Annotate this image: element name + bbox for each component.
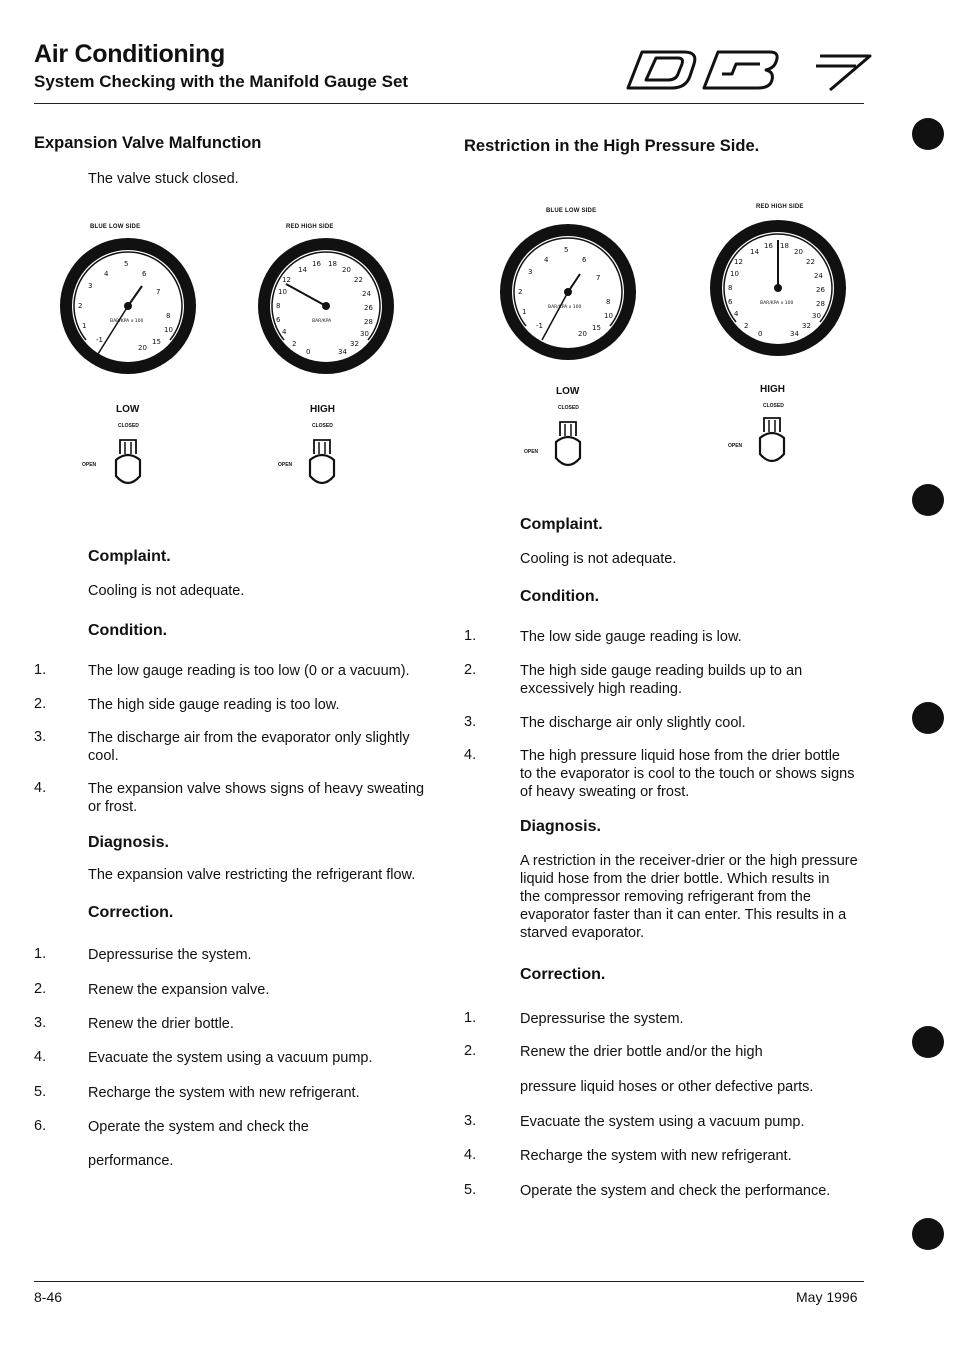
correction-item: Evacuate the system using a vacuum pump. bbox=[88, 1050, 373, 1066]
diagnosis-heading: Diagnosis. bbox=[520, 818, 601, 835]
svg-text:32: 32 bbox=[350, 340, 359, 348]
valve-closed-label: CLOSED bbox=[118, 423, 139, 429]
binder-hole-icon bbox=[912, 118, 944, 150]
svg-text:10: 10 bbox=[278, 288, 287, 296]
correction-heading: Correction. bbox=[88, 904, 174, 921]
page-number: 8-46 bbox=[34, 1289, 63, 1305]
svg-text:10: 10 bbox=[604, 312, 613, 320]
svg-text:34: 34 bbox=[790, 330, 799, 338]
low-side-label: BLUE LOW SIDE bbox=[546, 208, 597, 214]
correction-item: Depressurise the system. bbox=[88, 947, 252, 963]
list-number: 5. bbox=[464, 1182, 477, 1198]
svg-text:12: 12 bbox=[734, 258, 743, 266]
list-number: 3. bbox=[34, 1015, 47, 1031]
diagnosis-text: the compressor removing refrigerant from the bbox=[520, 889, 811, 905]
diagnosis-text: liquid hose from the drier bottle. Which results in bbox=[520, 871, 830, 887]
correction-item: Renew the drier bottle. bbox=[88, 1016, 234, 1032]
diagnosis-text: A restriction in the receiver-drier or the high pressure bbox=[520, 853, 858, 869]
svg-text:20: 20 bbox=[578, 330, 587, 338]
intro-text: The valve stuck closed. bbox=[88, 171, 239, 187]
svg-text:20: 20 bbox=[138, 344, 147, 352]
correction-item: Recharge the system with new refrigerant. bbox=[88, 1085, 360, 1101]
footer-rule bbox=[34, 1281, 864, 1282]
svg-text:14: 14 bbox=[750, 248, 759, 256]
svg-text:2: 2 bbox=[78, 302, 83, 310]
condition-item: The low gauge reading is too low (0 or a vacuum). bbox=[88, 663, 410, 679]
svg-text:6: 6 bbox=[276, 316, 281, 324]
valve-closed-label: CLOSED bbox=[763, 403, 784, 409]
svg-text:1: 1 bbox=[82, 322, 87, 330]
low-caption: LOW bbox=[556, 386, 580, 397]
condition-heading: Condition. bbox=[88, 622, 168, 639]
high-caption: HIGH bbox=[310, 404, 335, 415]
correction-item: Operate the system and check the bbox=[88, 1119, 309, 1135]
svg-text:30: 30 bbox=[360, 330, 369, 338]
svg-text:32: 32 bbox=[802, 322, 811, 330]
header-rule bbox=[34, 103, 864, 104]
list-number: 2. bbox=[34, 981, 47, 997]
publication-date: May 1996 bbox=[796, 1289, 858, 1305]
low-side-label: BLUE LOW SIDE bbox=[90, 224, 141, 230]
high-caption: HIGH bbox=[760, 384, 785, 395]
svg-text:2: 2 bbox=[518, 288, 523, 296]
gauge-scale-text: BAR/KPA x 100 bbox=[548, 305, 582, 310]
svg-text:8: 8 bbox=[276, 302, 281, 310]
binder-hole-icon bbox=[912, 702, 944, 734]
svg-text:24: 24 bbox=[362, 290, 371, 298]
svg-text:6: 6 bbox=[582, 256, 587, 264]
correction-item: Renew the expansion valve. bbox=[88, 982, 270, 998]
complaint-heading: Complaint. bbox=[520, 516, 603, 533]
valve-knob-icon bbox=[752, 410, 792, 470]
svg-text:15: 15 bbox=[592, 324, 601, 332]
high-pressure-gauge-icon bbox=[708, 218, 848, 358]
svg-text:1: 1 bbox=[522, 308, 527, 316]
condition-item: The discharge air only slightly cool. bbox=[520, 715, 746, 731]
low-caption: LOW bbox=[116, 404, 140, 415]
list-number: 4. bbox=[34, 780, 47, 796]
condition-item: to the evaporator is cool to the touch or shows signs bbox=[520, 766, 855, 782]
svg-text:5: 5 bbox=[124, 260, 129, 268]
svg-text:10: 10 bbox=[730, 270, 739, 278]
gauge-scale-text: BAR/KPA x 100 bbox=[760, 301, 794, 306]
correction-item-continued: pressure liquid hoses or other defective parts. bbox=[520, 1079, 814, 1095]
valve-open-label: OPEN bbox=[82, 462, 97, 468]
svg-text:8: 8 bbox=[166, 312, 171, 320]
svg-text:4: 4 bbox=[282, 328, 287, 336]
correction-item: Operate the system and check the performance. bbox=[520, 1183, 831, 1199]
svg-text:8: 8 bbox=[606, 298, 611, 306]
diagnosis-text: starved evaporator. bbox=[520, 925, 645, 941]
list-number: 2. bbox=[464, 1043, 477, 1059]
valve-open-label: OPEN bbox=[278, 462, 293, 468]
svg-text:3: 3 bbox=[88, 282, 93, 290]
svg-text:2: 2 bbox=[292, 340, 297, 348]
list-number: 2. bbox=[464, 662, 477, 678]
svg-text:16: 16 bbox=[764, 242, 773, 250]
svg-text:28: 28 bbox=[816, 300, 825, 308]
list-number: 1. bbox=[464, 628, 477, 644]
list-number: 4. bbox=[464, 747, 477, 763]
list-number: 1. bbox=[34, 662, 47, 678]
condition-item: The high side gauge reading builds up to an bbox=[520, 663, 803, 679]
list-number: 5. bbox=[34, 1084, 47, 1100]
svg-text:20: 20 bbox=[342, 266, 351, 274]
complaint-heading: Complaint. bbox=[88, 548, 171, 565]
svg-text:12: 12 bbox=[282, 276, 291, 284]
svg-text:7: 7 bbox=[156, 288, 161, 296]
gauge-scale-text: BAR/KPA x 100 bbox=[110, 319, 144, 324]
svg-text:0: 0 bbox=[306, 348, 311, 356]
condition-item: cool. bbox=[88, 748, 119, 764]
condition-item: The high pressure liquid hose from the drier bottle bbox=[520, 748, 840, 764]
svg-text:2: 2 bbox=[744, 322, 749, 330]
list-number: 3. bbox=[34, 729, 47, 745]
condition-item: excessively high reading. bbox=[520, 681, 683, 697]
diagnosis-text: The expansion valve restricting the refrigerant flow. bbox=[88, 867, 416, 883]
svg-text:6: 6 bbox=[142, 270, 147, 278]
svg-text:18: 18 bbox=[328, 260, 337, 268]
list-number: 4. bbox=[34, 1049, 47, 1065]
heading-expansion-valve: Expansion Valve Malfunction bbox=[34, 134, 262, 152]
list-number: 1. bbox=[34, 946, 47, 962]
svg-text:4: 4 bbox=[734, 310, 739, 318]
svg-text:30: 30 bbox=[812, 312, 821, 320]
svg-text:16: 16 bbox=[312, 260, 321, 268]
svg-text:18: 18 bbox=[780, 242, 789, 250]
svg-text:6: 6 bbox=[728, 298, 733, 306]
svg-text:3: 3 bbox=[528, 268, 533, 276]
svg-text:26: 26 bbox=[816, 286, 825, 294]
list-number: 3. bbox=[464, 1113, 477, 1129]
svg-text:26: 26 bbox=[364, 304, 373, 312]
complaint-text: Cooling is not adequate. bbox=[520, 551, 677, 567]
svg-text:22: 22 bbox=[806, 258, 815, 266]
svg-text:-1: -1 bbox=[96, 336, 103, 344]
binder-hole-icon bbox=[912, 1026, 944, 1058]
svg-text:-1: -1 bbox=[536, 322, 543, 330]
correction-heading: Correction. bbox=[520, 966, 606, 983]
high-side-label: RED HIGH SIDE bbox=[286, 224, 334, 230]
condition-item: The high side gauge reading is too low. bbox=[88, 697, 340, 713]
valve-open-label: OPEN bbox=[728, 443, 743, 449]
svg-text:7: 7 bbox=[596, 274, 601, 282]
list-number: 1. bbox=[464, 1010, 477, 1026]
correction-item: Renew the drier bottle and/or the high bbox=[520, 1044, 763, 1060]
svg-text:22: 22 bbox=[354, 276, 363, 284]
section-subtitle: System Checking with the Manifold Gauge Set bbox=[34, 72, 409, 91]
svg-text:34: 34 bbox=[338, 348, 347, 356]
svg-text:15: 15 bbox=[152, 338, 161, 346]
diagnosis-heading: Diagnosis. bbox=[88, 834, 169, 851]
correction-item: Evacuate the system using a vacuum pump. bbox=[520, 1114, 805, 1130]
diagnosis-text: evaporator faster than it can enter. This results in a bbox=[520, 907, 847, 923]
svg-text:10: 10 bbox=[164, 326, 173, 334]
heading-high-pressure-restriction: Restriction in the High Pressure Side. bbox=[464, 137, 760, 155]
condition-item: of heavy sweating or frost. bbox=[520, 784, 690, 800]
valve-knob-icon bbox=[302, 432, 342, 492]
low-pressure-gauge-icon bbox=[58, 236, 198, 376]
high-side-label: RED HIGH SIDE bbox=[756, 204, 804, 210]
valve-closed-label: CLOSED bbox=[558, 405, 579, 411]
db7-logo-icon bbox=[620, 44, 880, 94]
condition-item: or frost. bbox=[88, 799, 138, 815]
list-number: 3. bbox=[464, 714, 477, 730]
svg-text:20: 20 bbox=[794, 248, 803, 256]
correction-item: Recharge the system with new refrigerant. bbox=[520, 1148, 792, 1164]
svg-text:0: 0 bbox=[758, 330, 763, 338]
valve-open-label: OPEN bbox=[524, 449, 539, 455]
svg-text:24: 24 bbox=[814, 272, 823, 280]
condition-item: The low side gauge reading is low. bbox=[520, 629, 742, 645]
correction-item-continued: performance. bbox=[88, 1153, 174, 1169]
section-title: Air Conditioning bbox=[34, 40, 225, 68]
list-number: 6. bbox=[34, 1118, 47, 1134]
condition-item: The discharge air from the evaporator only slightly bbox=[88, 730, 410, 746]
valve-closed-label: CLOSED bbox=[312, 423, 333, 429]
svg-text:8: 8 bbox=[728, 284, 733, 292]
svg-text:4: 4 bbox=[544, 256, 549, 264]
svg-text:28: 28 bbox=[364, 318, 373, 326]
list-number: 2. bbox=[34, 696, 47, 712]
complaint-text: Cooling is not adequate. bbox=[88, 583, 245, 599]
condition-item: The expansion valve shows signs of heavy sweating bbox=[88, 781, 425, 797]
valve-knob-icon bbox=[548, 414, 588, 474]
low-pressure-gauge-icon bbox=[498, 222, 638, 362]
list-number: 4. bbox=[464, 1147, 477, 1163]
gauge-scale-text: BAR/KPA bbox=[312, 319, 332, 324]
svg-text:4: 4 bbox=[104, 270, 109, 278]
valve-knob-icon bbox=[108, 432, 148, 492]
high-pressure-gauge-icon bbox=[256, 236, 396, 376]
condition-heading: Condition. bbox=[520, 588, 600, 605]
correction-item: Depressurise the system. bbox=[520, 1011, 684, 1027]
binder-hole-icon bbox=[912, 484, 944, 516]
binder-hole-icon bbox=[912, 1218, 944, 1250]
svg-text:5: 5 bbox=[564, 246, 569, 254]
svg-text:14: 14 bbox=[298, 266, 307, 274]
